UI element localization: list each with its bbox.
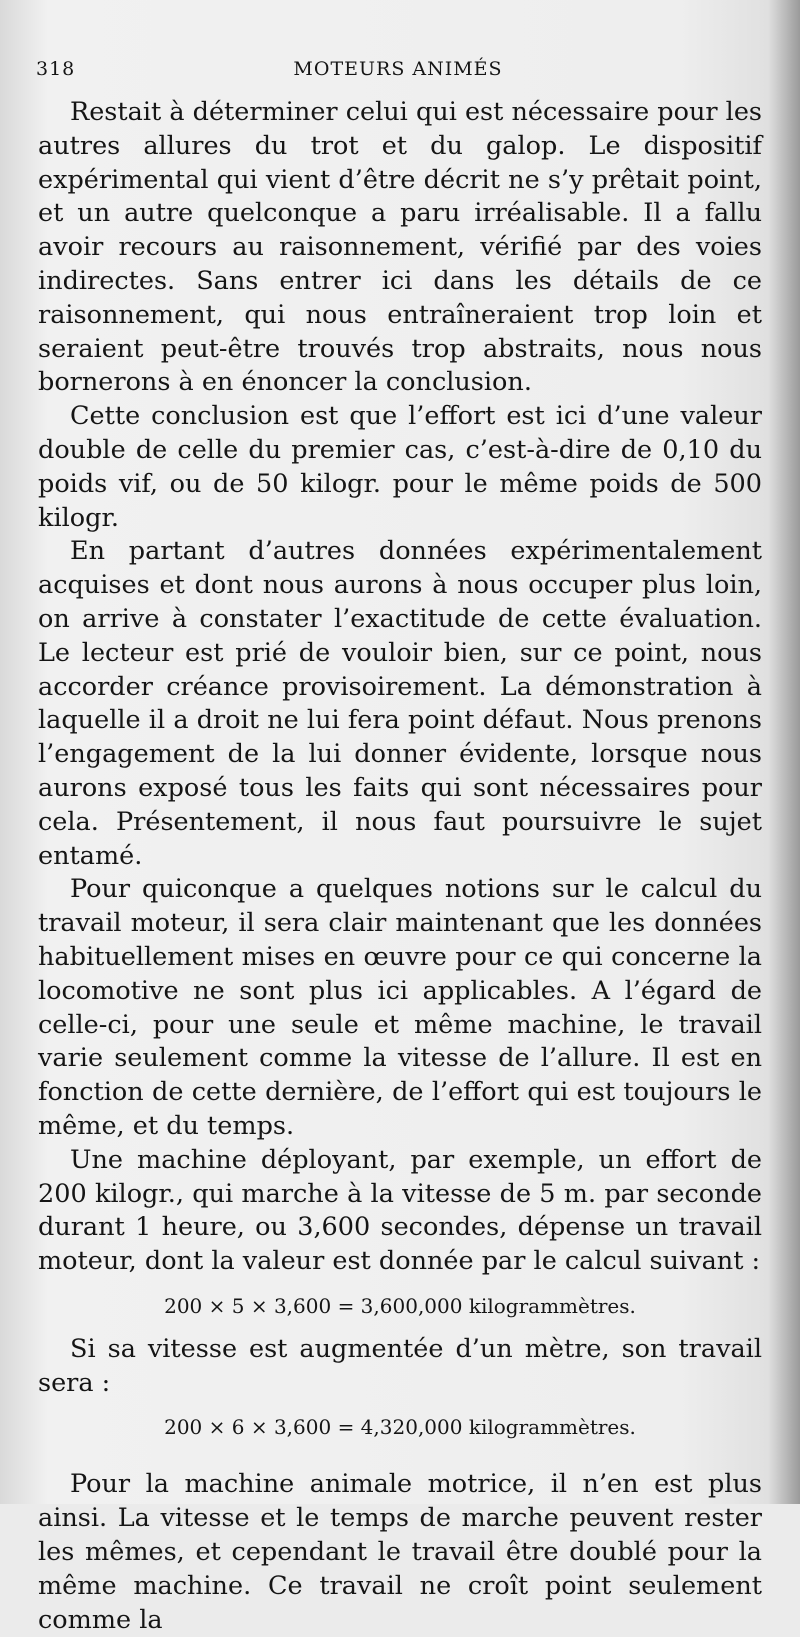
- paragraph-2: Cette conclusion est que l’effort est ici d’une valeur double de celle du premier cas, c’est-à-dire de 0,10 du poids vif, ou de 50 kilogr. pour le même poids de 500 kilogr.: [38, 401, 762, 533]
- paragraph-3: En partant d’autres données expérimentalement acquises et dont nous aurons à nous occuper plus loin, on arrive à constater l’exactitude de cette évaluation. Le lecteur est prié de vouloir bien, sur ce point, nous accorder créance provisoirement. La démonstration à laquelle il a droit ne lui fera point défaut. Nous prenons l’engagement de la lui donner évidente, lorsque nous aurons exposé tous les faits qui sont nécessaires pour cela. Présentement, il nous faut poursuivre le sujet entamé.: [38, 536, 762, 871]
- formula-2: 200 × 6 × 3,600 = 4,320,000 kilogrammètres.: [164, 1415, 636, 1440]
- paragraph-4: Pour quiconque a quelques notions sur le calcul du travail moteur, il sera clair maintenant que les données habituellement mises en œuvre pour ce qui concerne la locomotive ne sont plus ici applicables. A l’égard de celle-ci, pour une seule et même machine, le travail varie seulement comme la vitesse de l’allure. Il est en fonction de cette dernière, de l’effort qui est toujours le même, et du temps.: [38, 874, 762, 1141]
- paragraph-speed: Si sa vitesse est augmentée d’un mètre, son travail sera :: [38, 1333, 762, 1398]
- page-number: 318: [36, 58, 76, 80]
- page-header: [36, 58, 760, 90]
- paragraph-gap: [38, 1454, 762, 1468]
- paragraph-5: Une machine déployant, par exemple, un effort de 200 kilogr., qui marche à la vitesse de 5 m. par seconde durant 1 heure, ou 3,600 secondes, dépense un travail moteur, dont la valeur est donnée par le calcul suivant :: [38, 1144, 762, 1277]
- running-title: MOTEURS ANIMÉS: [293, 58, 503, 80]
- formula-1: 200 × 5 × 3,600 = 3,600,000 kilogrammètres.: [164, 1293, 636, 1318]
- body-text: [38, 96, 762, 1637]
- paragraph-last: Pour la machine animale motrice, il n’en est plus ainsi. La vitesse et le temps de marche peuvent rester les mêmes, et cependant le travail être doublé pour la même machine. Ce travail ne croît point seulement comme la: [38, 1469, 762, 1635]
- paragraph-1: Restait à déterminer celui qui est nécessaire pour les autres allures du trot et du galop. Le dispositif expérimental qui vient d’être décrit ne s’y prêtait point, et un autre quelconque a paru irréalisable. Il a fallu avoir recours au raisonnement, vérifié par des voies indirectes. Sans entrer ici dans les détails de ce raisonnement, qui nous entraîneraient trop loin et seraient peut-être trouvés trop abstraits, nous nous bornerons à en énoncer la conclusion.: [38, 97, 763, 398]
